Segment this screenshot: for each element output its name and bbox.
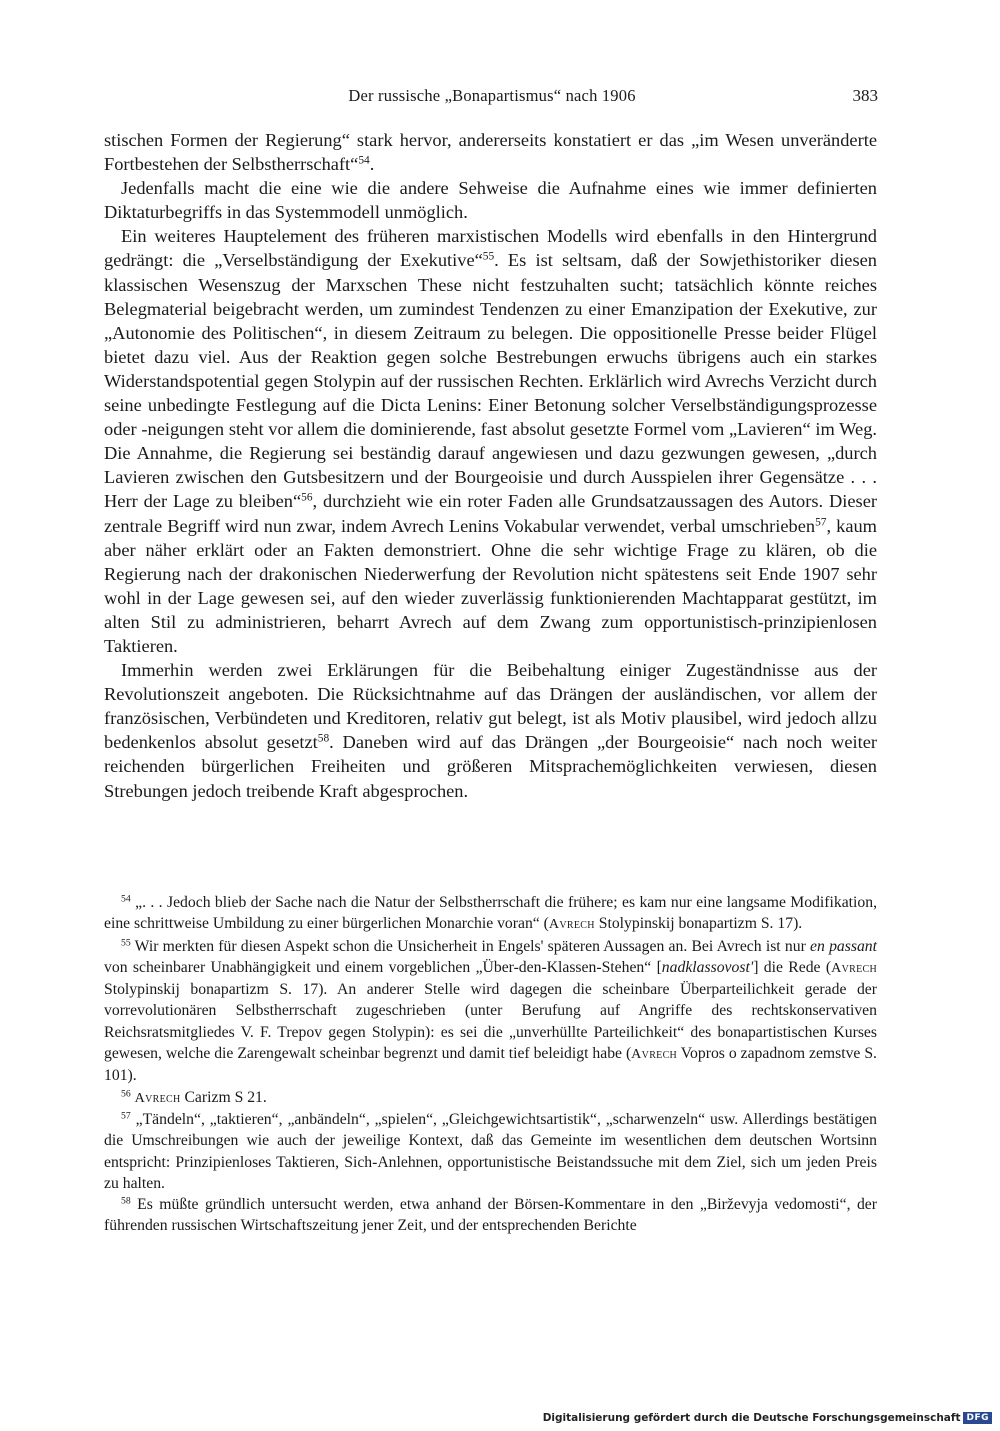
footnote-ref-56[interactable]: 56 — [301, 492, 313, 505]
running-head: Der russische „Bonapartismus“ nach 1906 — [348, 86, 636, 105]
author-name: Avrech — [831, 959, 877, 976]
footnote-number: 56 — [121, 1088, 131, 1100]
paragraph-1-tail: . — [369, 154, 375, 175]
paragraph-4-text-a: Immerhin werden zwei Erklärungen für die Beibehaltung einiger Zugeständnisse aus der Revolutionszeit angeboten. Die Rücksichtnahme auf das Drängen der ausländischen, vor allem der französischen, Verbündeten und Kreditoren, relativ gut belegt, ist als Motiv plausibel, wird jedoch allzu bedenkenlos absolut gesetzt — [104, 660, 877, 753]
footnote-number: 54 — [121, 893, 131, 905]
footnote-text: Es müßte gründlich untersucht werden, etwa anhand der Börsen-Kommentare in den „Birževyja vedomosti“, der führenden russischen Wirtschaftszeitung jener Zeit, und der entsprechenden Berichte — [104, 1196, 877, 1235]
paragraph-3-text-c: , durchzieht wie ein roter Faden alle Grundsatzaussagen des Autors. Dieser zentrale Begriff wird nun zwar, indem Avrech Lenins Vokabular verwendet, verbal umschrieben — [104, 491, 877, 536]
paragraph-3-text-d: , kaum aber näher erklärt oder an Fakten demonstriert. Ohne die sehr wichtige Frage zu klären, ob die Regierung nach der drakonischen Niederwerfung der Revolution nicht spätestens seit Ende 1907 sehr wohl in der Lage gewesen sei, auf den wieder zuverlässig funktionierenden Machtapparat gestützt, im alten Stil zu administrieren, beharrt Avrech auf dem Zwang zum opportunistisch-prinzipienlosen Taktieren. — [104, 515, 877, 656]
footnote-58 — [104, 1194, 877, 1237]
author-name: Avrech — [548, 916, 595, 933]
footnote-ref-57[interactable]: 57 — [815, 516, 827, 529]
page-header — [104, 86, 880, 112]
footnote-57 — [104, 1109, 877, 1194]
author-name: Avrech — [134, 1089, 181, 1106]
footnote-text: von scheinbarer Unabhängigkeit und einem vorgeblichen „Über-den-Klassen-Stehen“ [ — [104, 958, 662, 976]
paragraph-2: Jedenfalls macht die eine wie die andere Sehweise die Aufnahme eines wie immer definierten Diktaturbegriffs in das Systemmodell unmöglich. — [104, 178, 877, 223]
footnotes — [104, 892, 877, 1237]
footnote-55 — [104, 936, 877, 1087]
footnote-ref-58[interactable]: 58 — [317, 733, 330, 746]
footnote-text: Vopros o zapadnom zemstve S. 101). — [104, 1045, 877, 1085]
footnote-text: Stolypinskij bonapartizm S. 17). — [594, 915, 803, 933]
emphasis-text: nadklassovost' — [661, 958, 754, 976]
footnote-text: „Tändeln“, „taktieren“, „anbändeln“, „spielen“, „Gleichgewichtsartistik“, „scharwenzeln“ usw. Allerdings bestätigen die Umschreibungen wie auch der jeweilige Kontext, daß das Gemeinte im wesentlichen dem deutschen Wortsinn entspricht: Prinzipienloses Taktieren, Sich-Anlehnen, opportunistische Beistandssuche mit dem Ziel, sich um jeden Preis zu halten. — [104, 1110, 877, 1192]
footnote-number: 55 — [121, 937, 131, 949]
footnote-54 — [104, 892, 877, 936]
footnote-number: 57 — [121, 1110, 131, 1122]
footnote-text: Wir merkten für diesen Aspekt schon die Unsicherheit in Engels' späteren Aussagen an. Bei Avrech ist nur — [134, 937, 811, 955]
footnote-ref-54[interactable]: 54 — [358, 154, 370, 167]
footnote-ref-55[interactable]: 55 — [482, 251, 495, 264]
footnote-text: ] die Rede ( — [753, 958, 832, 976]
footnote-56 — [104, 1087, 877, 1109]
paragraph-1 — [104, 128, 877, 176]
paragraph-3-text-b: . Es ist seltsam, daß der Sowjethistoriker diesen klassischen Wesenszug der Marxschen These nicht festzuhalten sucht; tatsächlich könnte reiches Belegmaterial beigebracht werden, um zumindest Tendenzen zu einer Emanzipation der Exekutive, zur „Autonomie des Politischen“, in diesem Zeitraum zu belegen. Die oppositionelle Presse beider Flügel bietet dazu viel. Aus der Reaktion gegen solche Bestrebungen erwuchs übrigens auch ein starkes Widerstandspotential gegen Stolypin auf der russischen Rechten. Erklärlich wird Avrechs Verzicht durch seine unbedingte Festlegung auf die Dicta Lenins: Einer Betonung solcher Verselbständigungsprozesse oder -neigungen steht vor allem die dominierende, fast absolut gesetzte Formel vom „Lavieren“ im Weg. Die Annahme, die Regierung sei beständig darauf angewiesen und dazu gezwungen gewesen, „durch Lavieren zwischen den Gutsbesitzern und der Bourgeoisie und durch Ausspielen ihrer Gegensätze . . . Herr der Lage zu bleiben“ — [104, 250, 877, 512]
dfg-banner — [543, 1410, 992, 1426]
paragraph-3-text-a: Ein weiteres Hauptelement des früheren marxistischen Modells wird ebenfalls in den Hintergrund gedrängt: die „Verselbständigung der Exekutive“ — [104, 226, 877, 271]
dfg-banner-text: Digitalisierung gefördert durch die Deutsche Forschungsgemeinschaft — [542, 1412, 961, 1424]
paragraph-4 — [104, 658, 877, 803]
page-number: 383 — [852, 86, 878, 105]
paragraph-1-text: stischen Formen der Regierung“ stark hervor, andererseits konstatiert er das „im Wesen unveränderte Fortbestehen der Selbstherrschaft“ — [104, 130, 877, 175]
body-text — [104, 128, 877, 803]
paragraph-3 — [104, 224, 877, 658]
paragraph-4-text-b: . Daneben wird auf das Drängen „der Bourgeoisie“ nach noch weiter reichenden bürgerlichen Freiheiten und größeren Mitsprachemöglichkeiten verwiesen, diesen Strebungen jedoch treibende Kraft abgesprochen. — [104, 732, 878, 801]
footnote-text: Carizm S 21. — [180, 1088, 267, 1106]
emphasis-text: en passant — [810, 937, 878, 955]
footnote-text: Stolypinskij bonapartizm S. 17). An anderer Stelle wird dagegen die scheinbare Überparteilichkeit gerade der vorrevolutionären Selbstherrschaft zugeschrieben (unter Berufung auf Angriffe des rechtskonservativen Reichsratsmitgliedes V. F. Trepov gegen Stolypin): es sei die „unverhüllte Parteilichkeit“ des bonapartistischen Kurses gewesen, welche die Zarengewalt scheinbar begrenzt und damit tief beleidigt habe ( — [104, 981, 877, 1063]
author-name: Avrech — [631, 1046, 678, 1063]
footnote-number: 58 — [121, 1195, 131, 1207]
dfg-logo: DFG — [963, 1412, 992, 1424]
footnote-text: „. . . Jedoch blieb der Sache nach die Natur der Selbstherrschaft die frühere; es kam nur eine langsame Modifikation, eine schrittweise Umbildung zu einer bürgerlichen Monarchie voran“ ( — [104, 894, 877, 933]
